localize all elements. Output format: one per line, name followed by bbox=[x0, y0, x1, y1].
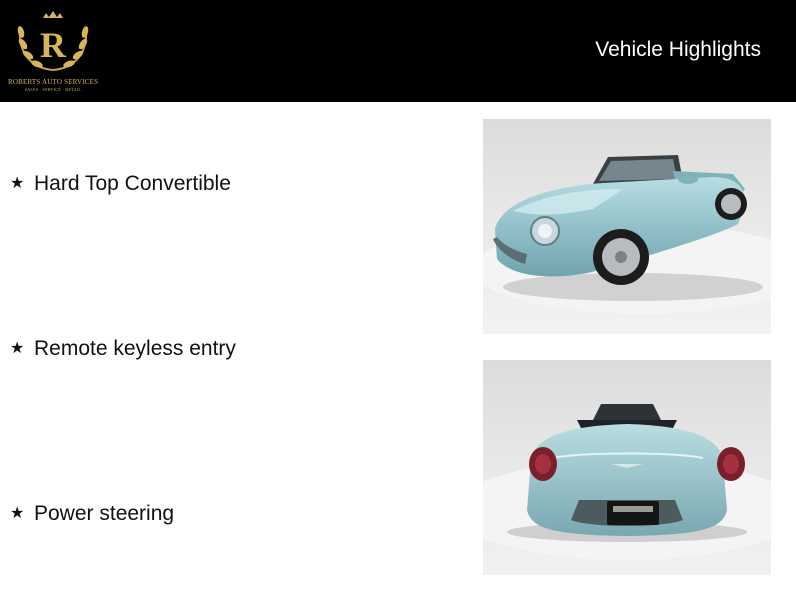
feature-item-hard-top-convertible bbox=[10, 172, 231, 196]
star-icon: ★ bbox=[10, 505, 25, 522]
dealer-name: ROBERTS AUTO SERVICES bbox=[8, 78, 99, 86]
svg-text:R: R bbox=[40, 25, 66, 65]
star-icon: ★ bbox=[10, 340, 25, 357]
page-title: Vehicle Highlights bbox=[595, 38, 761, 61]
feature-label: Power steering bbox=[34, 502, 175, 525]
laurel-wreath-icon bbox=[8, 6, 98, 78]
star-icon: ★ bbox=[10, 175, 25, 192]
header-bar bbox=[0, 0, 796, 102]
dealer-tagline: SALES · SERVICE · DETAIL bbox=[24, 87, 82, 92]
vehicle-photo-rear[interactable] bbox=[483, 360, 771, 575]
feature-item-power-steering bbox=[10, 502, 174, 526]
vehicle-photo-front[interactable] bbox=[483, 119, 771, 334]
feature-label: Remote keyless entry bbox=[34, 337, 236, 360]
feature-label: Hard Top Convertible bbox=[34, 172, 231, 195]
dealer-logo[interactable] bbox=[8, 6, 98, 94]
feature-item-remote-keyless-entry bbox=[10, 337, 236, 361]
